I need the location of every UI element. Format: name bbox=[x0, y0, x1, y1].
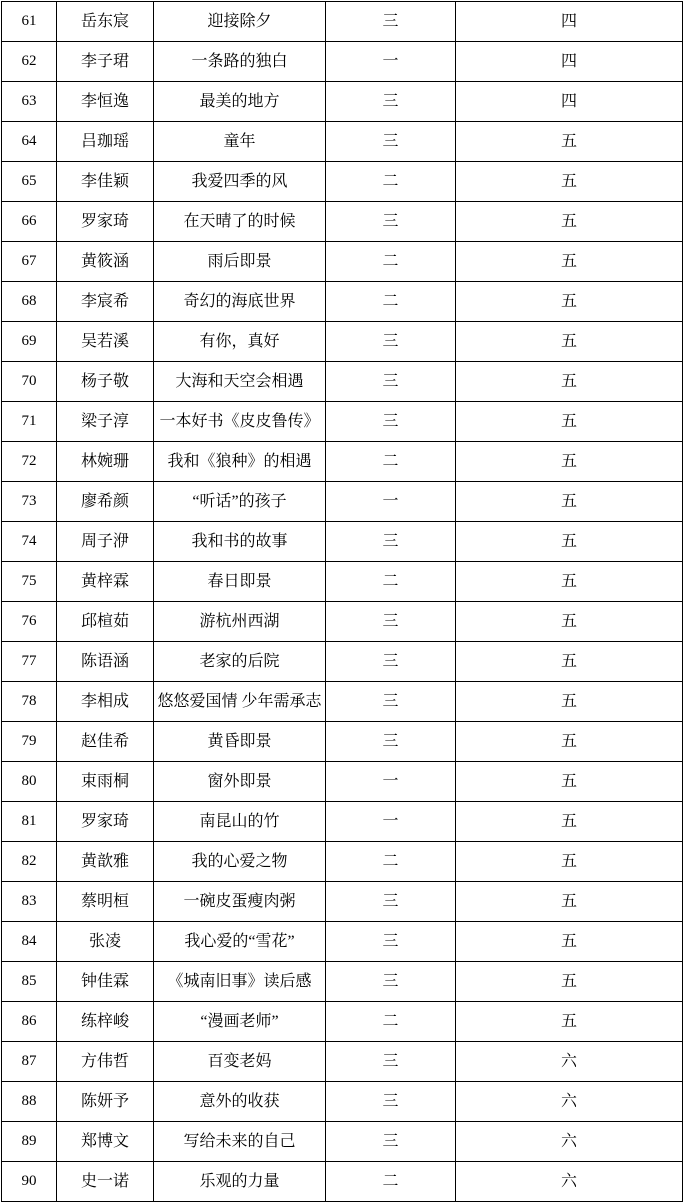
grade-cell: 五 bbox=[456, 842, 683, 882]
student-name-cell: 陈语涵 bbox=[57, 642, 154, 682]
index-cell: 79 bbox=[2, 722, 57, 762]
student-name-cell: 黄筱涵 bbox=[57, 242, 154, 282]
essay-title-cell: 我和《狼种》的相遇 bbox=[154, 442, 326, 482]
table-row bbox=[2, 242, 683, 282]
index-cell: 63 bbox=[2, 82, 57, 122]
essay-roster-table bbox=[1, 1, 683, 1202]
award-rank-cell: 二 bbox=[326, 1162, 456, 1202]
index-cell: 85 bbox=[2, 962, 57, 1002]
table-row bbox=[2, 882, 683, 922]
student-name-cell: 李恒逸 bbox=[57, 82, 154, 122]
table-row bbox=[2, 2, 683, 42]
essay-title-cell: 我的心爱之物 bbox=[154, 842, 326, 882]
grade-cell: 五 bbox=[456, 802, 683, 842]
essay-title-cell: 一条路的独白 bbox=[154, 42, 326, 82]
index-cell: 73 bbox=[2, 482, 57, 522]
grade-cell: 五 bbox=[456, 362, 683, 402]
award-rank-cell: 三 bbox=[326, 362, 456, 402]
award-rank-cell: 二 bbox=[326, 562, 456, 602]
table-row bbox=[2, 162, 683, 202]
index-cell: 89 bbox=[2, 1122, 57, 1162]
grade-cell: 六 bbox=[456, 1042, 683, 1082]
student-name-cell: 李宸希 bbox=[57, 282, 154, 322]
table-row bbox=[2, 682, 683, 722]
student-name-cell: 郑博文 bbox=[57, 1122, 154, 1162]
index-cell: 61 bbox=[2, 2, 57, 42]
award-rank-cell: 二 bbox=[326, 442, 456, 482]
student-name-cell: 黄歆雅 bbox=[57, 842, 154, 882]
grade-cell: 六 bbox=[456, 1162, 683, 1202]
award-rank-cell: 一 bbox=[326, 482, 456, 522]
student-name-cell: 张凌 bbox=[57, 922, 154, 962]
student-name-cell: 李相成 bbox=[57, 682, 154, 722]
student-name-cell: 陈妍予 bbox=[57, 1082, 154, 1122]
index-cell: 66 bbox=[2, 202, 57, 242]
index-cell: 80 bbox=[2, 762, 57, 802]
essay-title-cell: 大海和天空会相遇 bbox=[154, 362, 326, 402]
essay-title-cell: 有你，真好 bbox=[154, 322, 326, 362]
table-row bbox=[2, 962, 683, 1002]
grade-cell: 四 bbox=[456, 2, 683, 42]
index-cell: 83 bbox=[2, 882, 57, 922]
essay-title-cell: 我心爱的“雪花” bbox=[154, 922, 326, 962]
student-name-cell: 练梓峻 bbox=[57, 1002, 154, 1042]
table-row bbox=[2, 362, 683, 402]
essay-title-cell: 奇幻的海底世界 bbox=[154, 282, 326, 322]
award-rank-cell: 三 bbox=[326, 522, 456, 562]
award-rank-cell: 三 bbox=[326, 1042, 456, 1082]
grade-cell: 五 bbox=[456, 282, 683, 322]
award-rank-cell: 三 bbox=[326, 922, 456, 962]
table-row bbox=[2, 1002, 683, 1042]
award-rank-cell: 三 bbox=[326, 682, 456, 722]
essay-title-cell: 我和书的故事 bbox=[154, 522, 326, 562]
award-rank-cell: 三 bbox=[326, 202, 456, 242]
essay-title-cell: 最美的地方 bbox=[154, 82, 326, 122]
student-name-cell: 林婉珊 bbox=[57, 442, 154, 482]
grade-cell: 五 bbox=[456, 202, 683, 242]
table-row bbox=[2, 282, 683, 322]
award-rank-cell: 一 bbox=[326, 762, 456, 802]
table-row bbox=[2, 642, 683, 682]
table-row bbox=[2, 482, 683, 522]
grade-cell: 五 bbox=[456, 682, 683, 722]
table-row bbox=[2, 322, 683, 362]
grade-cell: 五 bbox=[456, 1002, 683, 1042]
table-row bbox=[2, 1042, 683, 1082]
student-name-cell: 吕珈瑶 bbox=[57, 122, 154, 162]
index-cell: 62 bbox=[2, 42, 57, 82]
grade-cell: 五 bbox=[456, 522, 683, 562]
index-cell: 90 bbox=[2, 1162, 57, 1202]
index-cell: 78 bbox=[2, 682, 57, 722]
student-name-cell: 罗家琦 bbox=[57, 202, 154, 242]
award-rank-cell: 二 bbox=[326, 1002, 456, 1042]
essay-title-cell: 童年 bbox=[154, 122, 326, 162]
table-row bbox=[2, 1122, 683, 1162]
award-rank-cell: 一 bbox=[326, 802, 456, 842]
essay-title-cell: 窗外即景 bbox=[154, 762, 326, 802]
grade-cell: 五 bbox=[456, 722, 683, 762]
essay-title-cell: 游杭州西湖 bbox=[154, 602, 326, 642]
award-rank-cell: 三 bbox=[326, 1122, 456, 1162]
table-row bbox=[2, 122, 683, 162]
student-name-cell: 杨子敬 bbox=[57, 362, 154, 402]
student-name-cell: 罗家琦 bbox=[57, 802, 154, 842]
grade-cell: 六 bbox=[456, 1082, 683, 1122]
table-row bbox=[2, 722, 683, 762]
grade-cell: 五 bbox=[456, 322, 683, 362]
essay-title-cell: 百变老妈 bbox=[154, 1042, 326, 1082]
index-cell: 86 bbox=[2, 1002, 57, 1042]
student-name-cell: 邱楦茹 bbox=[57, 602, 154, 642]
index-cell: 75 bbox=[2, 562, 57, 602]
essay-title-cell: 一碗皮蛋瘦肉粥 bbox=[154, 882, 326, 922]
index-cell: 88 bbox=[2, 1082, 57, 1122]
award-rank-cell: 三 bbox=[326, 882, 456, 922]
student-name-cell: 蔡明桓 bbox=[57, 882, 154, 922]
award-rank-cell: 三 bbox=[326, 722, 456, 762]
grade-cell: 五 bbox=[456, 402, 683, 442]
award-rank-cell: 二 bbox=[326, 162, 456, 202]
student-name-cell: 黄梓霖 bbox=[57, 562, 154, 602]
student-name-cell: 赵佳希 bbox=[57, 722, 154, 762]
essay-title-cell: 迎接除夕 bbox=[154, 2, 326, 42]
award-rank-cell: 三 bbox=[326, 82, 456, 122]
index-cell: 70 bbox=[2, 362, 57, 402]
essay-title-cell: 南昆山的竹 bbox=[154, 802, 326, 842]
grade-cell: 五 bbox=[456, 922, 683, 962]
student-name-cell: 梁子淳 bbox=[57, 402, 154, 442]
award-rank-cell: 三 bbox=[326, 122, 456, 162]
grade-cell: 五 bbox=[456, 162, 683, 202]
grade-cell: 五 bbox=[456, 762, 683, 802]
student-name-cell: 岳东宸 bbox=[57, 2, 154, 42]
index-cell: 65 bbox=[2, 162, 57, 202]
index-cell: 64 bbox=[2, 122, 57, 162]
essay-title-cell: 我爱四季的风 bbox=[154, 162, 326, 202]
essay-title-cell: 《城南旧事》读后感 bbox=[154, 962, 326, 1002]
student-name-cell: 束雨桐 bbox=[57, 762, 154, 802]
roster-body bbox=[2, 2, 683, 1202]
table-row bbox=[2, 842, 683, 882]
award-rank-cell: 三 bbox=[326, 602, 456, 642]
table-row bbox=[2, 202, 683, 242]
index-cell: 82 bbox=[2, 842, 57, 882]
student-name-cell: 钟佳霖 bbox=[57, 962, 154, 1002]
table-row bbox=[2, 802, 683, 842]
grade-cell: 五 bbox=[456, 242, 683, 282]
award-rank-cell: 三 bbox=[326, 642, 456, 682]
award-rank-cell: 二 bbox=[326, 842, 456, 882]
essay-title-cell: “听话”的孩子 bbox=[154, 482, 326, 522]
grade-cell: 五 bbox=[456, 562, 683, 602]
grade-cell: 五 bbox=[456, 882, 683, 922]
grade-cell: 五 bbox=[456, 482, 683, 522]
grade-cell: 四 bbox=[456, 42, 683, 82]
grade-cell: 五 bbox=[456, 642, 683, 682]
award-rank-cell: 一 bbox=[326, 42, 456, 82]
index-cell: 69 bbox=[2, 322, 57, 362]
student-name-cell: 李佳颖 bbox=[57, 162, 154, 202]
table-row bbox=[2, 402, 683, 442]
index-cell: 76 bbox=[2, 602, 57, 642]
student-name-cell: 吴若溪 bbox=[57, 322, 154, 362]
index-cell: 87 bbox=[2, 1042, 57, 1082]
index-cell: 74 bbox=[2, 522, 57, 562]
table-row bbox=[2, 602, 683, 642]
table-row bbox=[2, 922, 683, 962]
student-name-cell: 李子珺 bbox=[57, 42, 154, 82]
index-cell: 68 bbox=[2, 282, 57, 322]
table-row bbox=[2, 442, 683, 482]
index-cell: 67 bbox=[2, 242, 57, 282]
index-cell: 71 bbox=[2, 402, 57, 442]
student-name-cell: 周子洢 bbox=[57, 522, 154, 562]
student-name-cell: 廖希颜 bbox=[57, 482, 154, 522]
student-name-cell: 方伟哲 bbox=[57, 1042, 154, 1082]
table-row bbox=[2, 562, 683, 602]
award-rank-cell: 三 bbox=[326, 402, 456, 442]
essay-title-cell: 老家的后院 bbox=[154, 642, 326, 682]
award-rank-cell: 三 bbox=[326, 322, 456, 362]
essay-title-cell: 雨后即景 bbox=[154, 242, 326, 282]
essay-title-cell: 在天晴了的时候 bbox=[154, 202, 326, 242]
award-rank-cell: 二 bbox=[326, 242, 456, 282]
essay-title-cell: 一本好书《皮皮鲁传》 bbox=[154, 402, 326, 442]
grade-cell: 五 bbox=[456, 442, 683, 482]
index-cell: 81 bbox=[2, 802, 57, 842]
table-row bbox=[2, 522, 683, 562]
grade-cell: 五 bbox=[456, 602, 683, 642]
table-row bbox=[2, 82, 683, 122]
student-name-cell: 史一诺 bbox=[57, 1162, 154, 1202]
award-rank-cell: 三 bbox=[326, 1082, 456, 1122]
award-rank-cell: 二 bbox=[326, 282, 456, 322]
table-row bbox=[2, 1082, 683, 1122]
grade-cell: 六 bbox=[456, 1122, 683, 1162]
essay-title-cell: 黄昏即景 bbox=[154, 722, 326, 762]
table-row bbox=[2, 1162, 683, 1202]
essay-title-cell: 意外的收获 bbox=[154, 1082, 326, 1122]
table-row bbox=[2, 42, 683, 82]
index-cell: 84 bbox=[2, 922, 57, 962]
essay-title-cell: 乐观的力量 bbox=[154, 1162, 326, 1202]
essay-title-cell: 悠悠爱国情 少年需承志 bbox=[154, 682, 326, 722]
essay-title-cell: “漫画老师” bbox=[154, 1002, 326, 1042]
index-cell: 72 bbox=[2, 442, 57, 482]
essay-title-cell: 写给未来的自己 bbox=[154, 1122, 326, 1162]
grade-cell: 四 bbox=[456, 82, 683, 122]
essay-title-cell: 春日即景 bbox=[154, 562, 326, 602]
index-cell: 77 bbox=[2, 642, 57, 682]
award-rank-cell: 三 bbox=[326, 2, 456, 42]
grade-cell: 五 bbox=[456, 962, 683, 1002]
award-rank-cell: 三 bbox=[326, 962, 456, 1002]
grade-cell: 五 bbox=[456, 122, 683, 162]
table-row bbox=[2, 762, 683, 802]
